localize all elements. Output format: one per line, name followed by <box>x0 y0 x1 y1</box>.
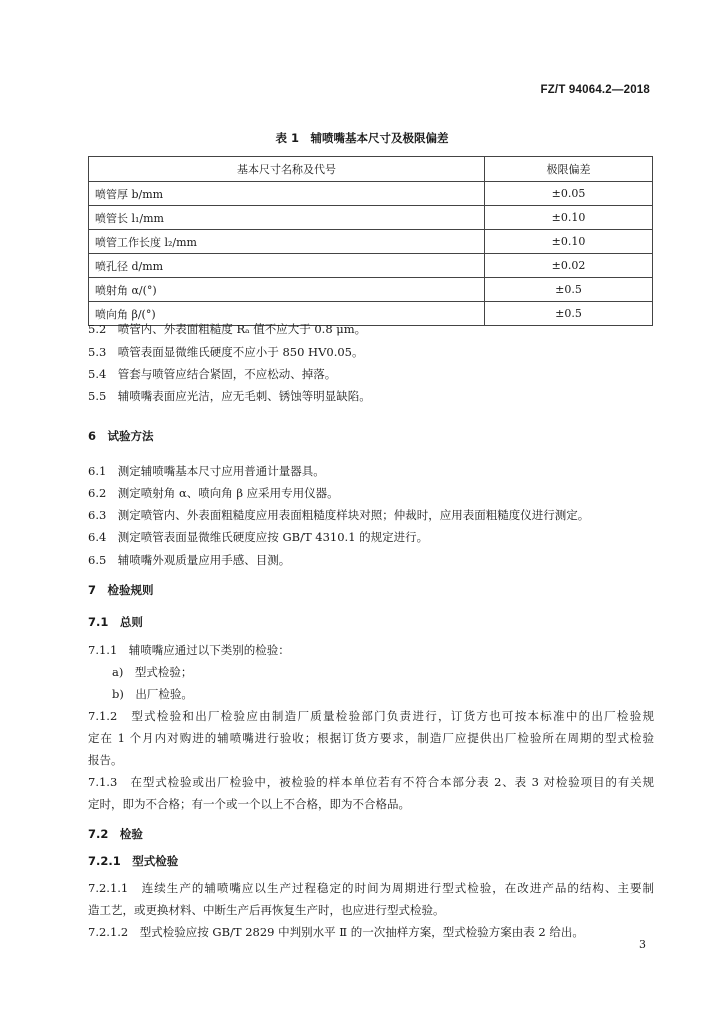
table-header-tolerance: 极限偏差 <box>485 157 653 182</box>
clause-6-5: 6.5 辅喷嘴外观质量应用手感、目测。 <box>88 553 291 567</box>
section-7-2-1-heading: 7.2.1 型式检验 <box>88 854 179 868</box>
table-row <box>89 230 653 254</box>
clause-6-2: 6.2 测定喷射角 α、喷向角 β 应采用专用仪器。 <box>88 486 339 500</box>
section-6-heading: 6 试验方法 <box>88 429 154 443</box>
section-7-2-heading: 7.2 检验 <box>88 827 143 841</box>
table-row <box>89 206 653 230</box>
row-tolerance: ±0.02 <box>485 254 653 278</box>
row-name: 喷孔径 d/mm <box>89 254 485 278</box>
clause-6-4: 6.4 测定喷管表面显微维氏硬度应按 GB/T 4310.1 的规定进行。 <box>88 530 429 544</box>
row-tolerance: ±0.5 <box>485 278 653 302</box>
clause-7-1-1-b: b) 出厂检验。 <box>112 687 193 701</box>
clause-7-1-1: 7.1.1 辅喷嘴应通过以下类别的检验： <box>88 643 290 657</box>
clause-5-5: 5.5 辅喷嘴表面应光洁，应无毛刺、锈蚀等明显缺陷。 <box>88 389 371 403</box>
clause-7-1-2-line3: 报告。 <box>88 753 123 767</box>
clause-5-3: 5.3 喷管表面显微维氏硬度不应小于 850 HV0.05。 <box>88 345 364 359</box>
table-title: 表 1 辅喷嘴基本尺寸及极限偏差 <box>275 131 449 145</box>
row-name: 喷管厚 b/mm <box>89 182 485 206</box>
standard-code: FZ/T 94064.2—2018 <box>540 84 650 96</box>
clause-5-4: 5.4 管套与喷管应结合紧固，不应松动、掉落。 <box>88 367 337 381</box>
section-7-heading: 7 检验规则 <box>88 583 154 597</box>
row-name: 喷向角 β/(°) <box>89 302 485 326</box>
clause-7-1-1-a: a) 型式检验； <box>112 665 193 679</box>
table-header-row <box>89 157 653 182</box>
page-number: 3 <box>639 938 646 951</box>
tolerance-table <box>88 156 653 326</box>
clause-7-1-3-line2: 定时，即为不合格；有一个或一个以上不合格，即为不合格品。 <box>88 797 410 811</box>
clause-7-2-1-2: 7.2.1.2 型式检验应按 GB/T 2829 中判别水平 Ⅱ 的一次抽样方案，型式检验方案由表 2 给出。 <box>88 925 584 939</box>
row-name: 喷射角 α/(°) <box>89 278 485 302</box>
clause-7-1-2-line1: 7.1.2 型式检验和出厂检验应由制造厂质量检验部门负责进行，订货方也可按本标准中的出厂检验规 <box>88 709 654 723</box>
clause-7-2-1-1-line2: 造工艺，或更换材料、中断生产后再恢复生产时，也应进行型式检验。 <box>88 903 445 917</box>
row-tolerance: ±0.10 <box>485 230 653 254</box>
clause-7-1-3-line1: 7.1.3 在型式检验或出厂检验中，被检验的样本单位若有不符合本部分表 2、表 3 对检验项目的有关规 <box>88 775 654 789</box>
clause-7-1-2-line2: 定在 1 个月内对购进的辅喷嘴进行验收；根据订货方要求，制造厂应提供出厂检验所在周期的型式检验 <box>88 731 654 745</box>
table-row <box>89 254 653 278</box>
clause-7-2-1-1-line1: 7.2.1.1 连续生产的辅喷嘴应以生产过程稳定的时间为周期进行型式检验，在改进产品的结构、主要制 <box>88 881 654 895</box>
clause-6-1: 6.1 测定辅喷嘴基本尺寸应用普通计量器具。 <box>88 464 325 478</box>
table-header-name: 基本尺寸名称及代号 <box>89 157 485 182</box>
clause-6-3: 6.3 测定喷管内、外表面粗糙度应用表面粗糙度样块对照；仲裁时，应用表面粗糙度仪进行测定。 <box>88 508 590 522</box>
row-name: 喷管工作长度 l₂/mm <box>89 230 485 254</box>
row-name: 喷管长 l₁/mm <box>89 206 485 230</box>
clause-5-2: 5.2 喷管内、外表面粗糙度 Rₐ 值不应大于 0.8 μm。 <box>88 322 367 336</box>
row-tolerance: ±0.5 <box>485 302 653 326</box>
table-row <box>89 278 653 302</box>
row-tolerance: ±0.10 <box>485 206 653 230</box>
table-row <box>89 182 653 206</box>
row-tolerance: ±0.05 <box>485 182 653 206</box>
section-7-1-heading: 7.1 总则 <box>88 615 143 629</box>
